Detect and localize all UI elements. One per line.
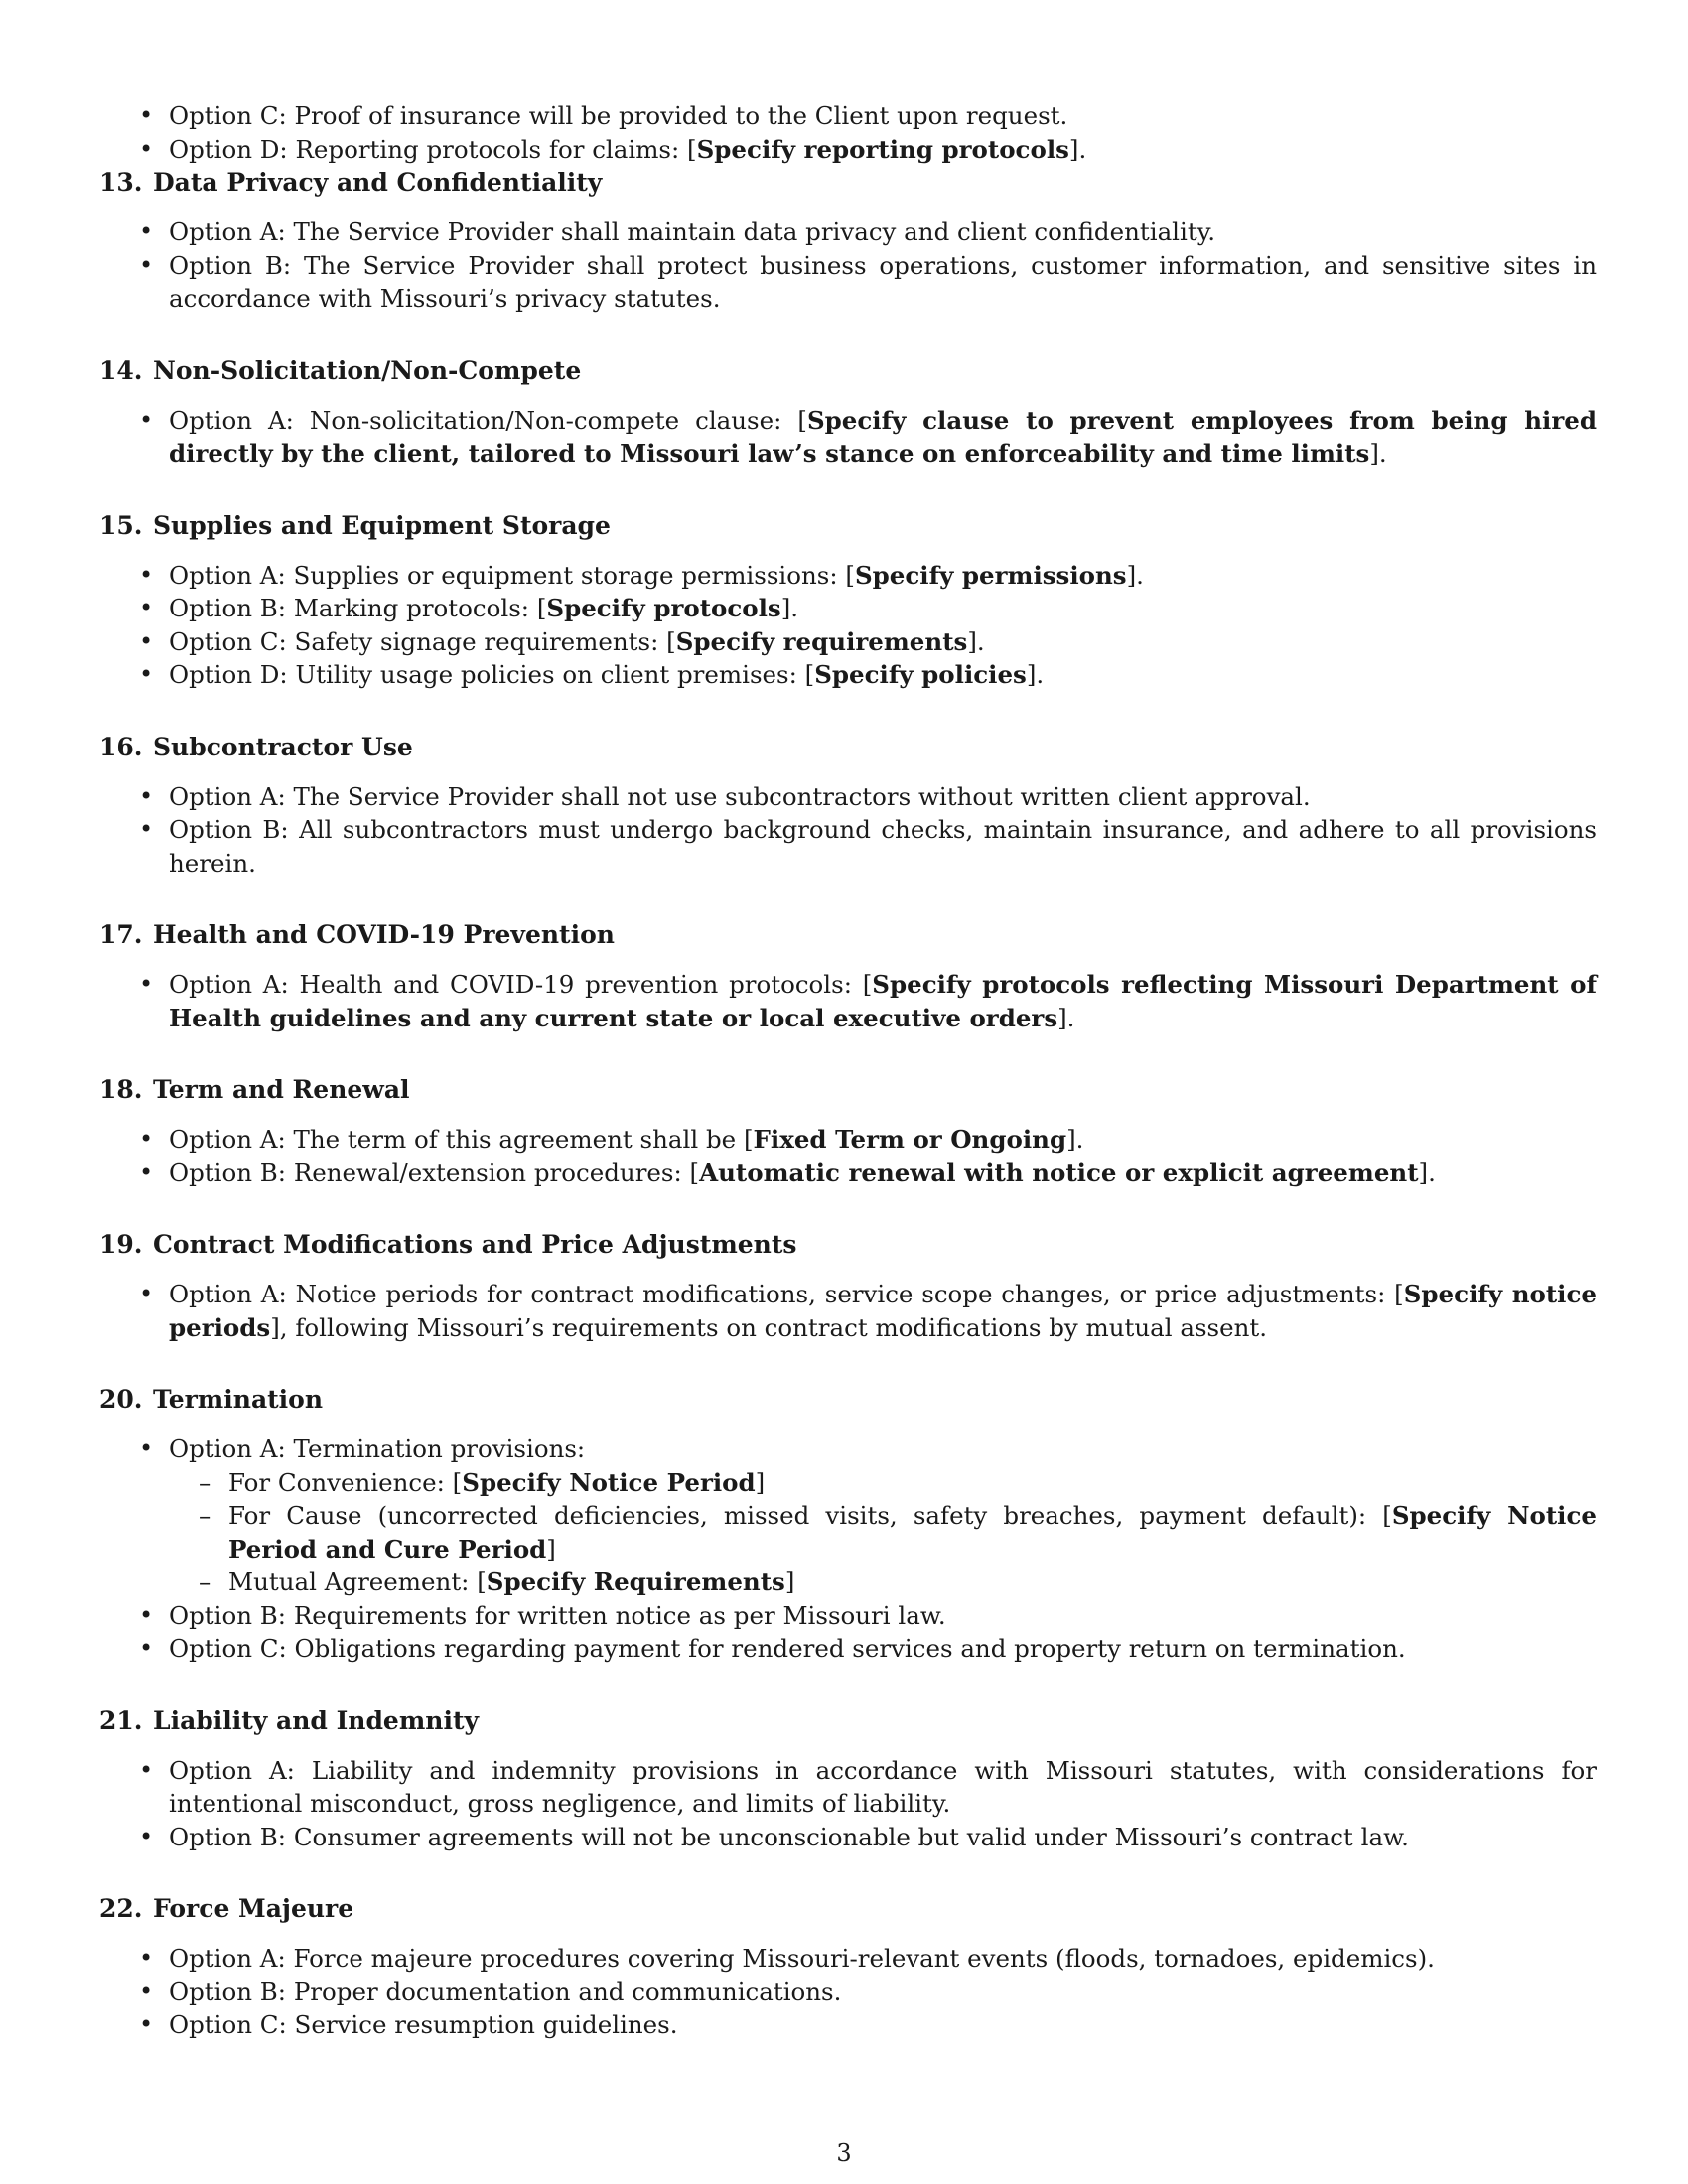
clause-text: ]	[755, 1467, 766, 1497]
section-title: Subcontractor Use	[153, 732, 413, 761]
section-heading	[99, 1228, 1597, 1262]
option-list	[99, 215, 1597, 316]
option-item	[99, 625, 1597, 659]
placeholder-text: Automatic renewal with notice or explicit agreement	[699, 1158, 1419, 1187]
option-text	[169, 1942, 1597, 1976]
placeholder-text: Fixed Term or Ongoing	[753, 1125, 1067, 1154]
option-text	[169, 133, 1597, 167]
option-text	[169, 1754, 1597, 1821]
placeholder-text: Specify clause to prevent employees from being hired directly by the client, tailored to Missouri law’s stance on enforceability and time limits	[169, 405, 1597, 468]
section-14	[99, 354, 1597, 471]
section-title: Supplies and Equipment Storage	[153, 510, 611, 540]
option-item	[99, 133, 1597, 167]
placeholder-text: Specify permissions	[854, 560, 1127, 590]
placeholder-text: Specify notice periods	[169, 1280, 1597, 1342]
option-item	[99, 1942, 1597, 1976]
section-15	[99, 509, 1597, 692]
clause-text: Option B: Marking protocols: [	[169, 594, 547, 622]
option-item	[99, 99, 1597, 133]
clause-text: Option C: Service resumption guidelines.	[169, 2010, 678, 2039]
clause-text: Option A: The Service Provider shall not use subcontractors without written client approval.	[169, 781, 1311, 811]
section-title: Liability and Indemnity	[153, 1706, 480, 1735]
option-item	[99, 1632, 1597, 1666]
section-16	[99, 731, 1597, 881]
clause-text: Option B: Renewal/extension procedures: [	[169, 1158, 700, 1187]
option-list	[99, 1123, 1597, 1189]
placeholder-text: Specify Notice Period	[462, 1467, 756, 1497]
option-text	[169, 559, 1597, 593]
option-item	[99, 1433, 1597, 1599]
option-item	[99, 2008, 1597, 2042]
section-number: 13.	[99, 168, 143, 197]
clause-text: ]	[784, 1568, 795, 1596]
section-title: Contract Modifications and Price Adjustments	[153, 1230, 797, 1259]
option-text	[169, 1599, 1597, 1633]
option-text	[169, 1157, 1597, 1190]
option-item	[99, 1754, 1597, 1821]
option-list	[99, 404, 1597, 471]
section-number: 21.	[99, 1706, 143, 1735]
option-item	[99, 559, 1597, 593]
clause-text: Option B: The Service Provider shall protect business operations, customer information, and sensitive sites in accordance with Missouri’s privacy statutes.	[169, 250, 1597, 313]
page-number: 3	[836, 2139, 852, 2167]
clause-text: ].	[1126, 560, 1144, 590]
clause-text: Option D: Utility usage policies on client premises: [	[169, 660, 815, 689]
clause-text: Option A: Non-solicitation/Non-compete clause: [	[169, 405, 807, 435]
section-title: Health and COVID-19 Prevention	[153, 920, 615, 949]
sub-option-item	[169, 1566, 1597, 1599]
option-item	[99, 780, 1597, 814]
clause-text: ], following Missouri’s requirements on contract modifications by mutual assent.	[270, 1312, 1268, 1342]
option-text	[169, 215, 1597, 249]
clause-text: Mutual Agreement: [	[228, 1568, 487, 1596]
document-page	[99, 99, 1597, 2081]
clause-text: ]	[546, 1534, 556, 1564]
clause-text: ].	[1057, 1003, 1075, 1032]
section-heading	[99, 1705, 1597, 1738]
section-number: 19.	[99, 1230, 143, 1259]
option-text	[169, 1278, 1597, 1344]
section-heading	[99, 354, 1597, 388]
section-heading	[99, 509, 1597, 543]
placeholder-text: Specify Requirements	[486, 1568, 785, 1596]
section-heading	[99, 731, 1597, 764]
section-number: 22.	[99, 1894, 143, 1923]
clause-text: Option B: Requirements for written notice as per Missouri law.	[169, 1600, 946, 1630]
section-list	[99, 166, 1597, 2042]
section-number: 20.	[99, 1385, 143, 1414]
clause-text: ].	[780, 594, 799, 622]
clause-text: Option A: Notice periods for contract modifications, service scope changes, or price adjustments: [	[169, 1280, 1404, 1308]
section-heading	[99, 1073, 1597, 1107]
clause-text: For Convenience: [	[228, 1467, 463, 1497]
clause-text: Option A: Supplies or equipment storage permissions: [	[169, 560, 855, 590]
option-text	[169, 249, 1597, 316]
sub-option-list	[169, 1466, 1597, 1599]
section-22	[99, 1892, 1597, 2042]
option-list	[99, 780, 1597, 881]
section-number: 18.	[99, 1075, 143, 1104]
section-18	[99, 1073, 1597, 1189]
section-number: 14.	[99, 355, 143, 385]
section-heading	[99, 1383, 1597, 1417]
section-title: Term and Renewal	[153, 1075, 410, 1104]
option-item	[99, 592, 1597, 625]
option-item	[99, 1157, 1597, 1190]
option-item	[99, 968, 1597, 1034]
clause-text: Option D: Reporting protocols for claims: [	[169, 134, 697, 164]
option-list	[99, 559, 1597, 692]
placeholder-text: Specify reporting protocols	[696, 134, 1069, 164]
option-item	[99, 215, 1597, 249]
clause-text: Option A: Liability and indemnity provisions in accordance with Missouri statutes, with considerations for intentional misconduct, gross negligence, and limits of liability.	[169, 1755, 1597, 1818]
clause-text: ].	[1026, 660, 1045, 689]
option-text	[169, 1632, 1597, 1666]
clause-text: Option B: All subcontractors must undergo background checks, maintain insurance, and adhere to all provisions herein.	[169, 815, 1597, 878]
option-list	[99, 968, 1597, 1034]
option-item	[99, 1599, 1597, 1633]
option-item	[99, 1123, 1597, 1157]
placeholder-text: Specify Notice Period and Cure Period	[228, 1501, 1597, 1564]
placeholder-text: Specify requirements	[675, 626, 968, 656]
clause-text: ].	[1068, 134, 1087, 164]
section-13	[99, 166, 1597, 316]
option-text	[169, 813, 1597, 880]
option-item	[99, 1976, 1597, 2009]
option-text	[169, 625, 1597, 659]
clause-text: ].	[1418, 1158, 1436, 1187]
section-title: Data Privacy and Confidentiality	[153, 168, 603, 197]
section-17	[99, 918, 1597, 1034]
option-item	[99, 1821, 1597, 1854]
clause-text: Option C: Safety signage requirements: [	[169, 626, 676, 656]
option-text	[169, 968, 1597, 1034]
sub-option-item	[169, 1466, 1597, 1500]
clause-text: ].	[1369, 439, 1387, 468]
option-text	[169, 404, 1597, 471]
option-item	[99, 813, 1597, 880]
clause-text: For Cause (uncorrected deficiencies, missed visits, safety breaches, payment default): [	[228, 1501, 1392, 1530]
section-number: 15.	[99, 510, 143, 540]
option-item	[99, 249, 1597, 316]
section-21	[99, 1705, 1597, 1854]
section-heading	[99, 166, 1597, 200]
clause-text: Option A: The term of this agreement shall be [	[169, 1125, 754, 1154]
clause-text: ].	[967, 626, 985, 656]
placeholder-text: Specify protocols reflecting Missouri Department of Health guidelines and any current state or local executive orders	[169, 970, 1597, 1032]
option-text	[169, 780, 1597, 814]
section-number: 17.	[99, 920, 143, 949]
clause-text: Option A: The Service Provider shall maintain data privacy and client confidentiality.	[169, 217, 1216, 246]
section-title: Force Majeure	[153, 1894, 354, 1923]
option-list	[99, 1433, 1597, 1666]
placeholder-text: Specify protocols	[546, 594, 781, 622]
option-text	[169, 658, 1597, 692]
clause-text: Option B: Proper documentation and communications.	[169, 1977, 842, 2006]
clause-text: Option A: Health and COVID-19 prevention protocols: [	[169, 970, 873, 999]
clause-text: Option B: Consumer agreements will not be unconscionable but valid under Missouri’s contract law.	[169, 1822, 1409, 1851]
option-text	[169, 1821, 1597, 1854]
option-text	[169, 99, 1597, 133]
continued-option-list	[99, 99, 1597, 166]
option-text	[169, 2008, 1597, 2042]
sub-option-item	[169, 1499, 1597, 1566]
option-list	[99, 1278, 1597, 1344]
section-number: 16.	[99, 732, 143, 761]
section-title: Non-Solicitation/Non-Compete	[153, 355, 582, 385]
section-heading	[99, 918, 1597, 952]
clause-text: ].	[1066, 1125, 1084, 1154]
section-19	[99, 1228, 1597, 1344]
clause-text: Option C: Proof of insurance will be provided to the Client upon request.	[169, 101, 1068, 130]
clause-text: Option A: Termination provisions:	[169, 1434, 586, 1463]
section-heading	[99, 1892, 1597, 1926]
placeholder-text: Specify policies	[814, 660, 1027, 689]
option-item	[99, 404, 1597, 471]
option-item	[99, 658, 1597, 692]
option-text	[169, 1433, 1597, 1466]
option-list	[99, 1942, 1597, 2042]
section-title: Termination	[153, 1385, 324, 1414]
option-text	[169, 1123, 1597, 1157]
section-20	[99, 1383, 1597, 1666]
option-text	[169, 592, 1597, 625]
option-text	[169, 1976, 1597, 2009]
option-list	[99, 1754, 1597, 1854]
clause-text: Option A: Force majeure procedures covering Missouri-relevant events (floods, tornadoes, epidemics).	[169, 1944, 1435, 1973]
clause-text: Option C: Obligations regarding payment for rendered services and property return on termination.	[169, 1634, 1406, 1663]
option-item	[99, 1278, 1597, 1344]
